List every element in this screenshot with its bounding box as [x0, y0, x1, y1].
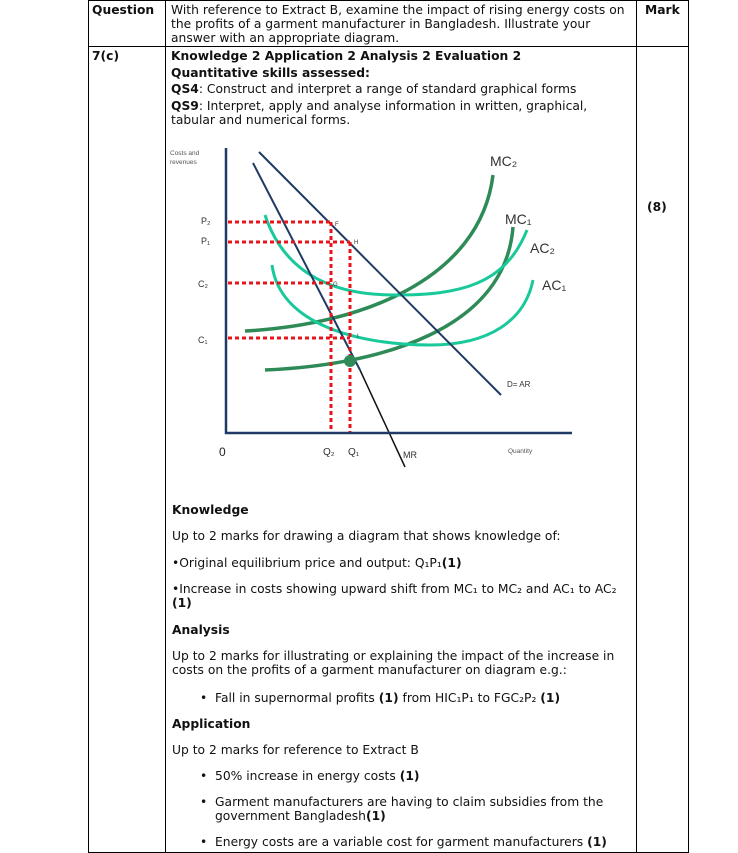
col-border: [88, 0, 89, 853]
mr-label: MR: [403, 450, 417, 460]
assessment-objectives: Knowledge 2 Application 2 Analysis 2 Evaluation 2: [171, 49, 522, 63]
application-point: [215, 795, 625, 823]
application-point-text: Energy costs are a variable cost for garment manufacturers: [215, 835, 584, 849]
application-point-text: Garment manufacturers are having to claim subsidies from the government Bangladesh: [215, 795, 604, 823]
mark-tag: (1): [399, 769, 420, 783]
analysis-point-text: from HIC₁P₁ to FGC₂P₂: [402, 691, 537, 705]
analysis-intro: Up to 2 marks for illustrating or explaining the impact of the increase in costs on the profits of a garment manufacturer on diagram e.g.:: [172, 649, 615, 677]
question-text: With reference to Extract B, examine the impact of rising energy costs on the profits of a garment manufacturer in Bangladesh. Illustrate your answer with an appropriate diagram.: [171, 3, 625, 45]
mark-tag: (1): [441, 556, 462, 570]
cost-revenue-diagram: [160, 140, 580, 470]
x-axis-label: Quantity: [508, 448, 533, 455]
knowledge-heading: Knowledge: [172, 503, 249, 517]
application-point: [215, 769, 625, 783]
bullet: •: [200, 795, 208, 809]
demand-ar-label: D= AR: [507, 380, 531, 389]
application-point: [215, 835, 625, 849]
point-h-label: H: [354, 240, 359, 246]
knowledge-point-text: •Increase in costs showing upward shift from MC₁ to MC₂ and AC₁ to AC₂: [172, 582, 617, 596]
qs4-code: QS4: [171, 82, 199, 96]
knowledge-point-text: •Original equilibrium price and output: Q₁P₁: [172, 556, 442, 570]
ac2-label: AC₂: [530, 240, 555, 256]
q1-label: Q₁: [348, 447, 360, 458]
application-point-text: 50% increase in energy costs: [215, 769, 396, 783]
analysis-point-text: Fall in supernormal profits: [215, 691, 375, 705]
mark-tag: (1): [172, 596, 192, 610]
mc2-label: MC₂: [490, 153, 518, 169]
mark-tag: (1): [587, 835, 607, 849]
col-border: [688, 0, 689, 853]
q2-label: Q₂: [323, 447, 335, 458]
y-axis-label: revenues: [170, 159, 197, 166]
application-intro: Up to 2 marks for reference to Extract B: [172, 743, 419, 757]
qs4-line: [171, 82, 631, 96]
p2-label: P₂: [201, 216, 211, 226]
point-f-label: F: [335, 222, 339, 228]
qs4-text: : Construct and interpret a range of standard graphical forms: [198, 82, 577, 96]
question-header: Question: [92, 3, 155, 17]
knowledge-point: [172, 582, 632, 610]
demand-ar-line: [259, 152, 501, 395]
y-axis-label: Costs and: [170, 150, 200, 157]
qs9-line: [171, 99, 611, 127]
mark-header: Mark: [645, 3, 680, 17]
c1-label: C₁: [198, 335, 208, 345]
knowledge-point: [172, 556, 632, 570]
mc2-curve: [245, 175, 493, 331]
mc1-label: MC₁: [505, 211, 532, 227]
origin-label: 0: [219, 445, 226, 459]
point-g-label: G: [333, 282, 338, 288]
question-number: 7(c): [92, 49, 120, 63]
analysis-heading: Analysis: [172, 623, 230, 637]
mark-tag: (1): [378, 691, 399, 705]
qs-heading: Quantitative skills assessed:: [171, 66, 370, 80]
table-top-border: [88, 0, 689, 1]
ac2-curve: [265, 215, 527, 295]
point-i-label: I: [357, 334, 359, 340]
p1-label: P₁: [201, 236, 211, 246]
qs9-text: : Interpret, apply and analyse information in written, graphical, tabular and numerical forms.: [171, 99, 588, 127]
c2-label: C₂: [198, 279, 208, 289]
ac1-label: AC₁: [542, 277, 567, 293]
equilibrium-point: [344, 355, 356, 367]
mark-value: (8): [647, 200, 667, 214]
qs9-code: QS9: [171, 99, 199, 113]
bullet: •: [200, 691, 208, 705]
mark-tag: (1): [365, 809, 386, 823]
application-heading: Application: [172, 717, 251, 731]
col-border: [636, 0, 637, 853]
knowledge-intro: Up to 2 marks for drawing a diagram that shows knowledge of:: [172, 529, 561, 543]
bullet: •: [200, 835, 208, 849]
bullet: •: [200, 769, 208, 783]
mr-line-lower: [360, 370, 405, 467]
mark-tag: (1): [540, 691, 561, 705]
row-divider: [88, 46, 689, 47]
analysis-point: [215, 691, 625, 705]
